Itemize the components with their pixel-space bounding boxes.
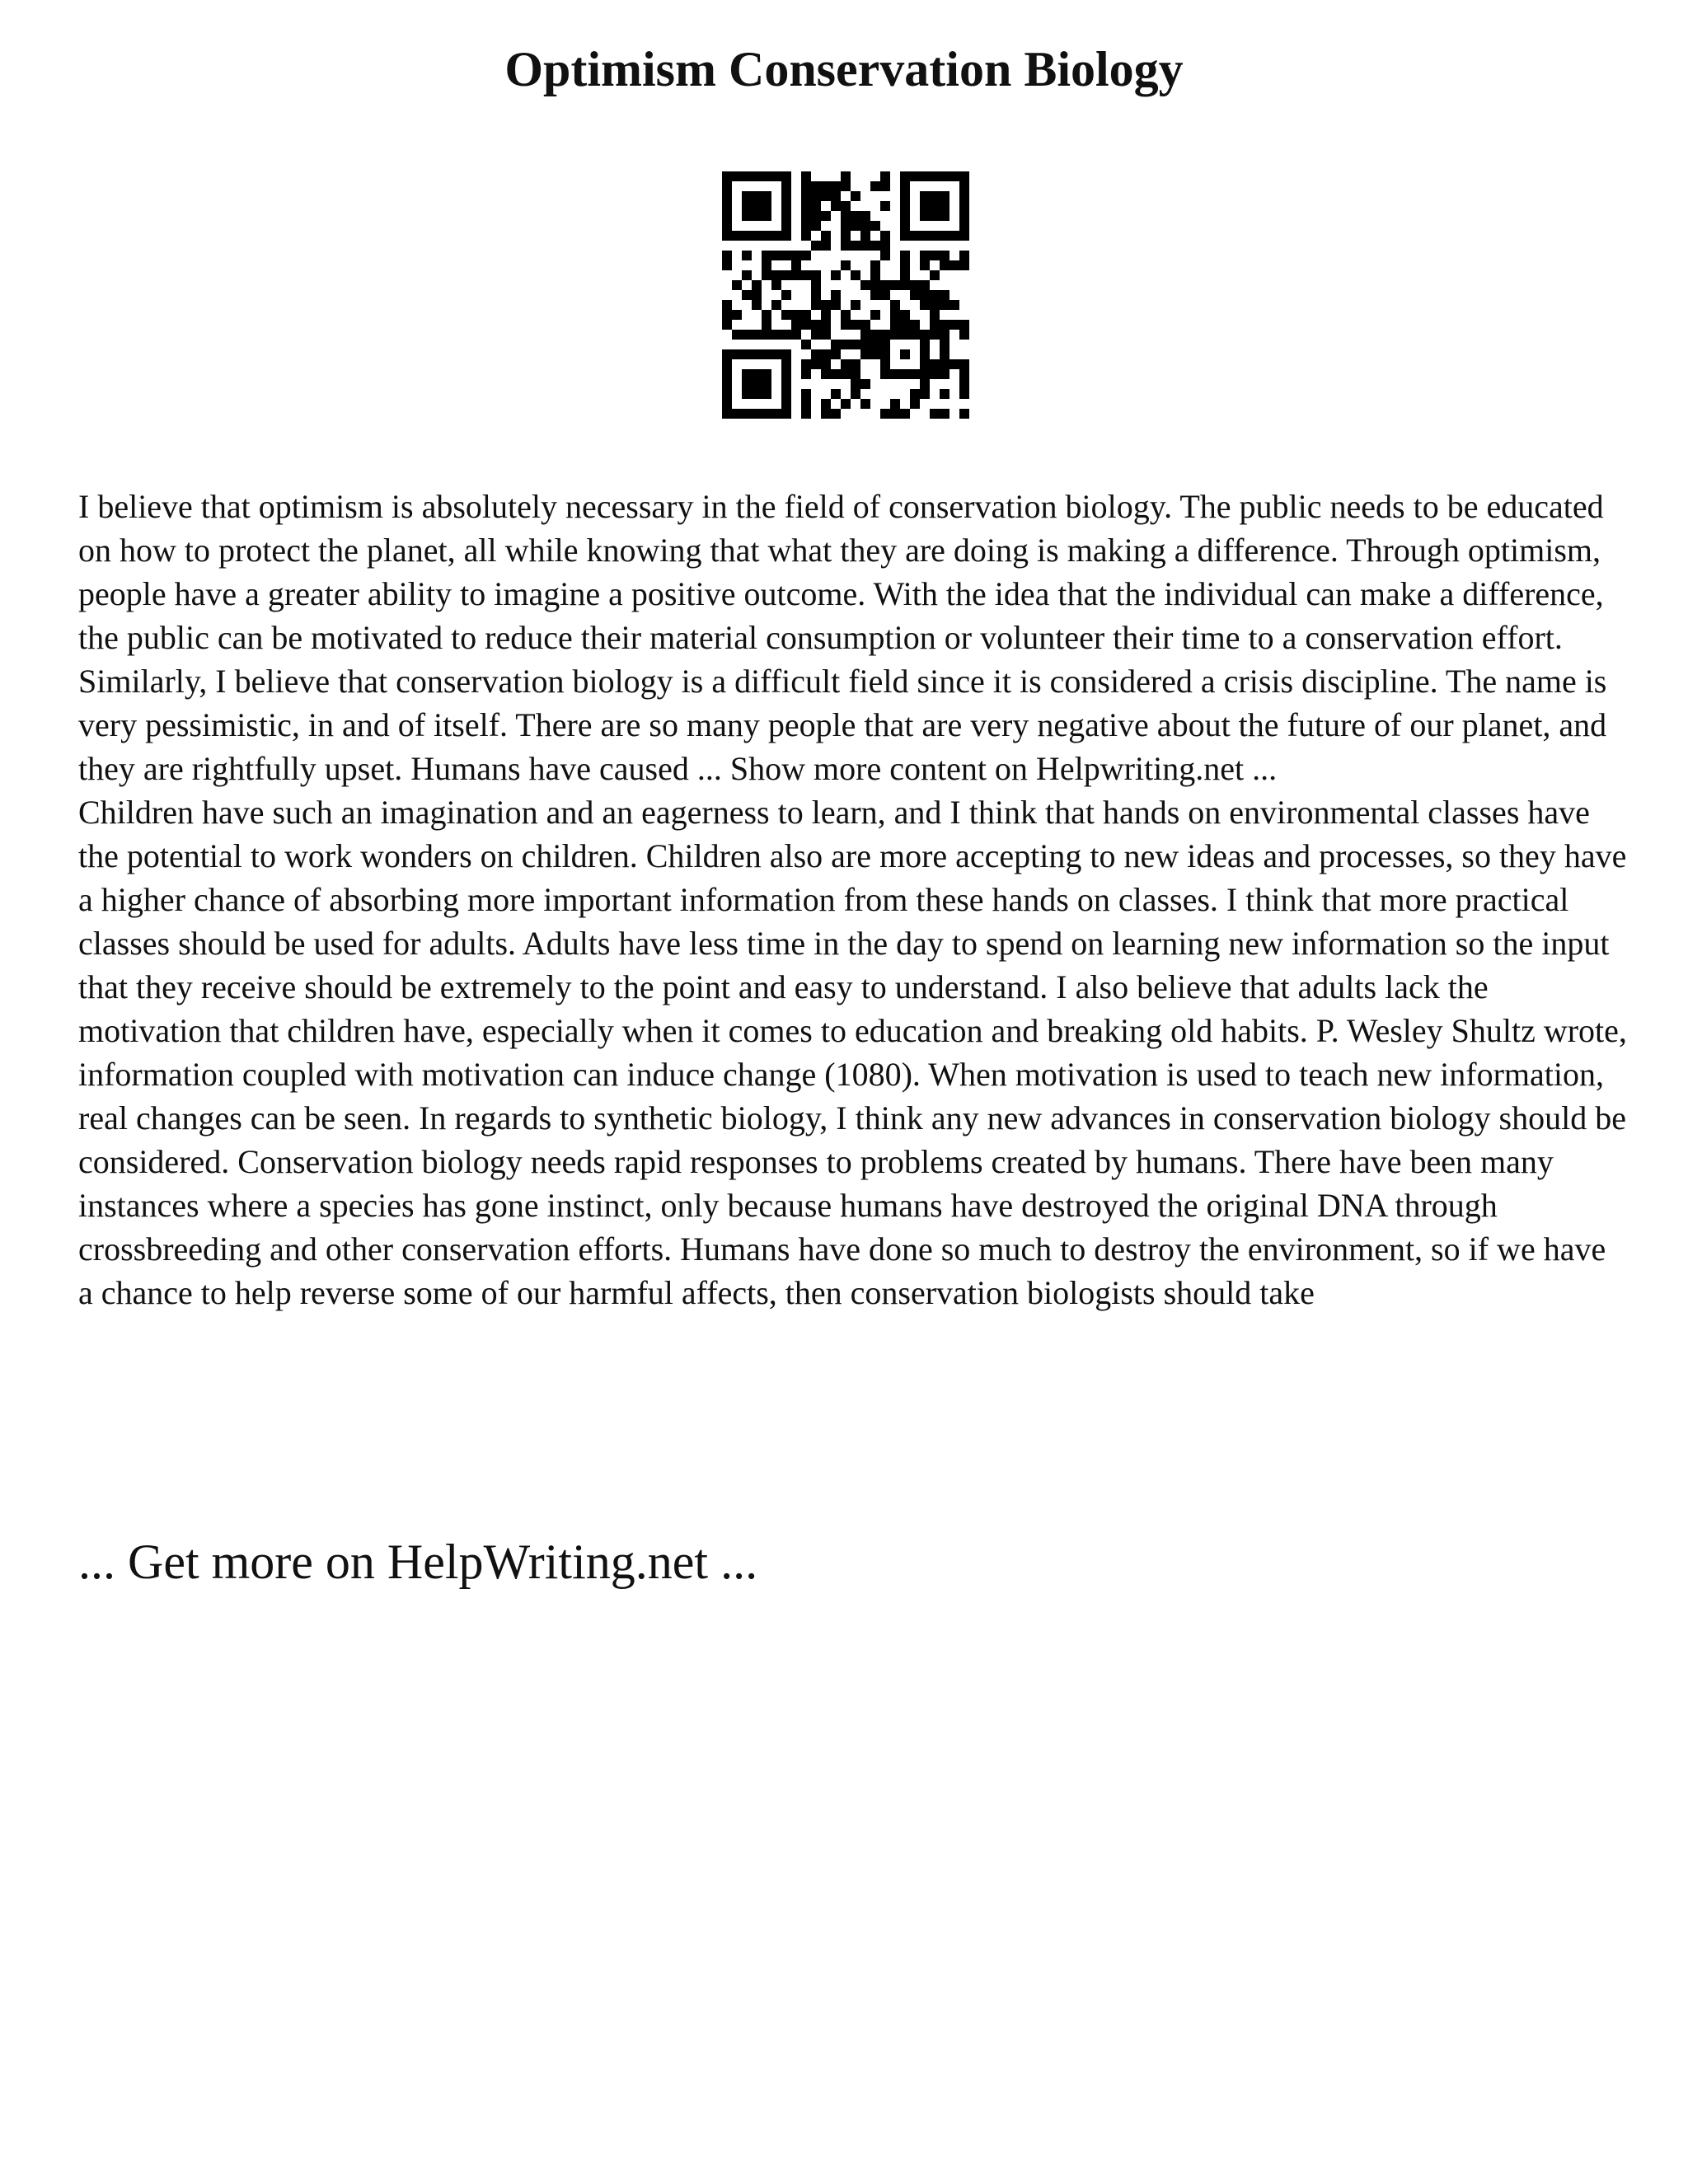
paragraph-3: Children have such an imagination and an eagerness to learn, and I think that hands on environmental classes have the potential to work wonders on children. Children also are more accepting to new ideas and processes, so they have a higher chance of absorbing more important information from these hands on classes. I think that more practical classes should be used for adults. Adults have less time in the day to spend on learning new information so the input that they receive should be extremely to the point and easy to understand. I also believe that adults lack the motivation that children have, especially when it comes to education and breaking old habits. P. Wesley Shultz wrote, information coupled with motivation can induce change (1080). When motivation is used to teach new information, real changes can be seen. In regards to synthetic biology, I think any new advances in conservation biology should be considered. Conservation biology needs rapid responses to problems created by humans. There have been many instances where a species has gone instinct, only because humans have destroyed the original DNA through crossbreeding and other conservation efforts. Humans have done so much to destroy the environment, so if we have a chance to help reverse some of our harmful affects, then conservation biologists should take (78, 794, 1627, 1311)
essay-body (78, 485, 1628, 1315)
page-title: Optimism Conservation Biology (504, 42, 1184, 96)
qr-code-icon (722, 171, 969, 419)
paragraph-1: I believe that optimism is absolutely necessary in the field of conservation biology. The public needs to be educated on how to protect the planet, all while knowing that what they are doing is making a difference. Through optimism, people have a greater ability to imagine a positive outcome. With the idea that the individual can make a difference, the public can be motivated to reduce their material consumption or volunteer their time to a conservation effort. (78, 488, 1604, 656)
get-more-link[interactable]: ... Get more on HelpWriting.net ... (78, 1535, 758, 1589)
paragraph-2: Similarly, I believe that conservation biology is a difficult field since it is considered a crisis discipline. The name is very pessimistic, in and of itself. There are so many people that are very negative about the future of our planet, and they are rightfully upset. Humans have caused ... Show more content on Helpwriting.net ... (78, 663, 1607, 787)
